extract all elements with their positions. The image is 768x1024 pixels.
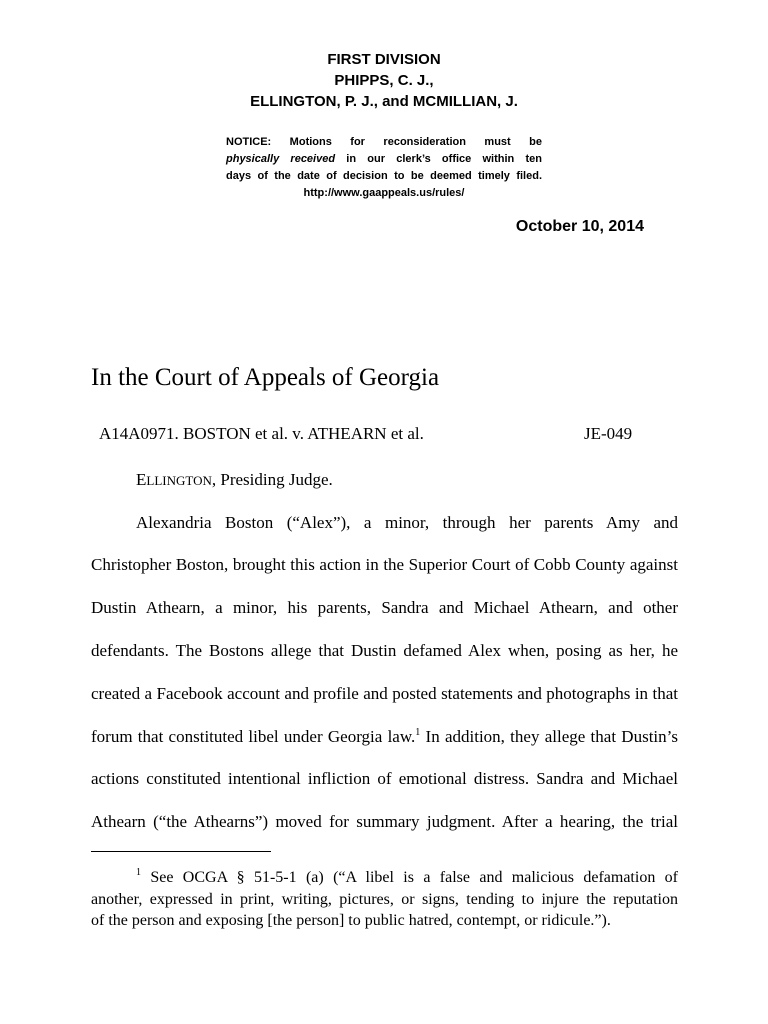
body-line-6-continuation: In addition, they allege that Dustin’s [420, 727, 678, 746]
notice-line-2-rest: in our clerk’s office within ten [335, 153, 542, 165]
case-code: JE-049 [584, 424, 633, 443]
footnote-divider [91, 851, 271, 852]
footnote-line-1 [136, 868, 678, 888]
judge-title: , Presiding Judge. [211, 470, 333, 489]
notice-line-3: days of the date of decision to be deemed timely filed. [226, 170, 542, 182]
footnote-line-3: of the person and exposing [the person] to public hatred, contempt, or ridicule.”). [91, 912, 611, 929]
panel-judges-line1: PHIPPS, C. J., [334, 72, 434, 89]
court-title: In the Court of Appeals of Georgia [91, 364, 440, 391]
footnote-line-1-text: See OCGA § 51-5-1 (a) (“A libel is a false and malicious defamation of [141, 869, 678, 886]
judge-name-smallcaps: LLINGTON [146, 473, 212, 488]
body-line-1: Alexandria Boston (“Alex”), a minor, through her parents Amy and [136, 513, 678, 532]
body-line-5: created a Facebook account and profile and posted statements and photographs in that [91, 684, 678, 703]
notice-line-1: NOTICE: Motions for reconsideration must be [226, 136, 542, 148]
footnote-number: 1 [136, 867, 141, 878]
decision-date: October 10, 2014 [515, 218, 644, 235]
footnote-line-2: another, expressed in print, writing, pictures, or signs, tending to injure the reputation [91, 891, 678, 908]
body-line-6 [91, 727, 678, 747]
notice-emphasis: physically received [226, 153, 336, 165]
body-line-7: actions constituted intentional infliction of emotional distress. Sandra and Michael [91, 769, 678, 788]
body-line-6-text: forum that constituted libel under Georgia law. [91, 727, 416, 746]
judge-initial: E [136, 470, 147, 489]
body-line-4: defendants. The Bostons allege that Dustin defamed Alex when, posing as her, he [91, 641, 678, 660]
reconsideration-notice [226, 134, 542, 202]
footnote-reference[interactable]: 1 [415, 727, 421, 738]
body-line-3: Dustin Athearn, a minor, his parents, Sandra and Michael Athearn, and other [91, 598, 678, 617]
body-line-8: Athearn (“the Athearns”) moved for summary judgment. After a hearing, the trial [91, 812, 678, 831]
division-heading: FIRST DIVISION [327, 51, 441, 68]
authoring-judge [136, 470, 333, 490]
notice-line-2 [226, 151, 542, 168]
panel-judges-line2: ELLINGTON, P. J., and MCMILLIAN, J. [250, 93, 518, 110]
rules-link[interactable]: http://www.gaappeals.us/rules/ [303, 187, 465, 199]
case-caption: A14A0971. BOSTON et al. v. ATHEARN et al. [99, 424, 424, 443]
body-line-2: Christopher Boston, brought this action in the Superior Court of Cobb County against [91, 555, 678, 574]
